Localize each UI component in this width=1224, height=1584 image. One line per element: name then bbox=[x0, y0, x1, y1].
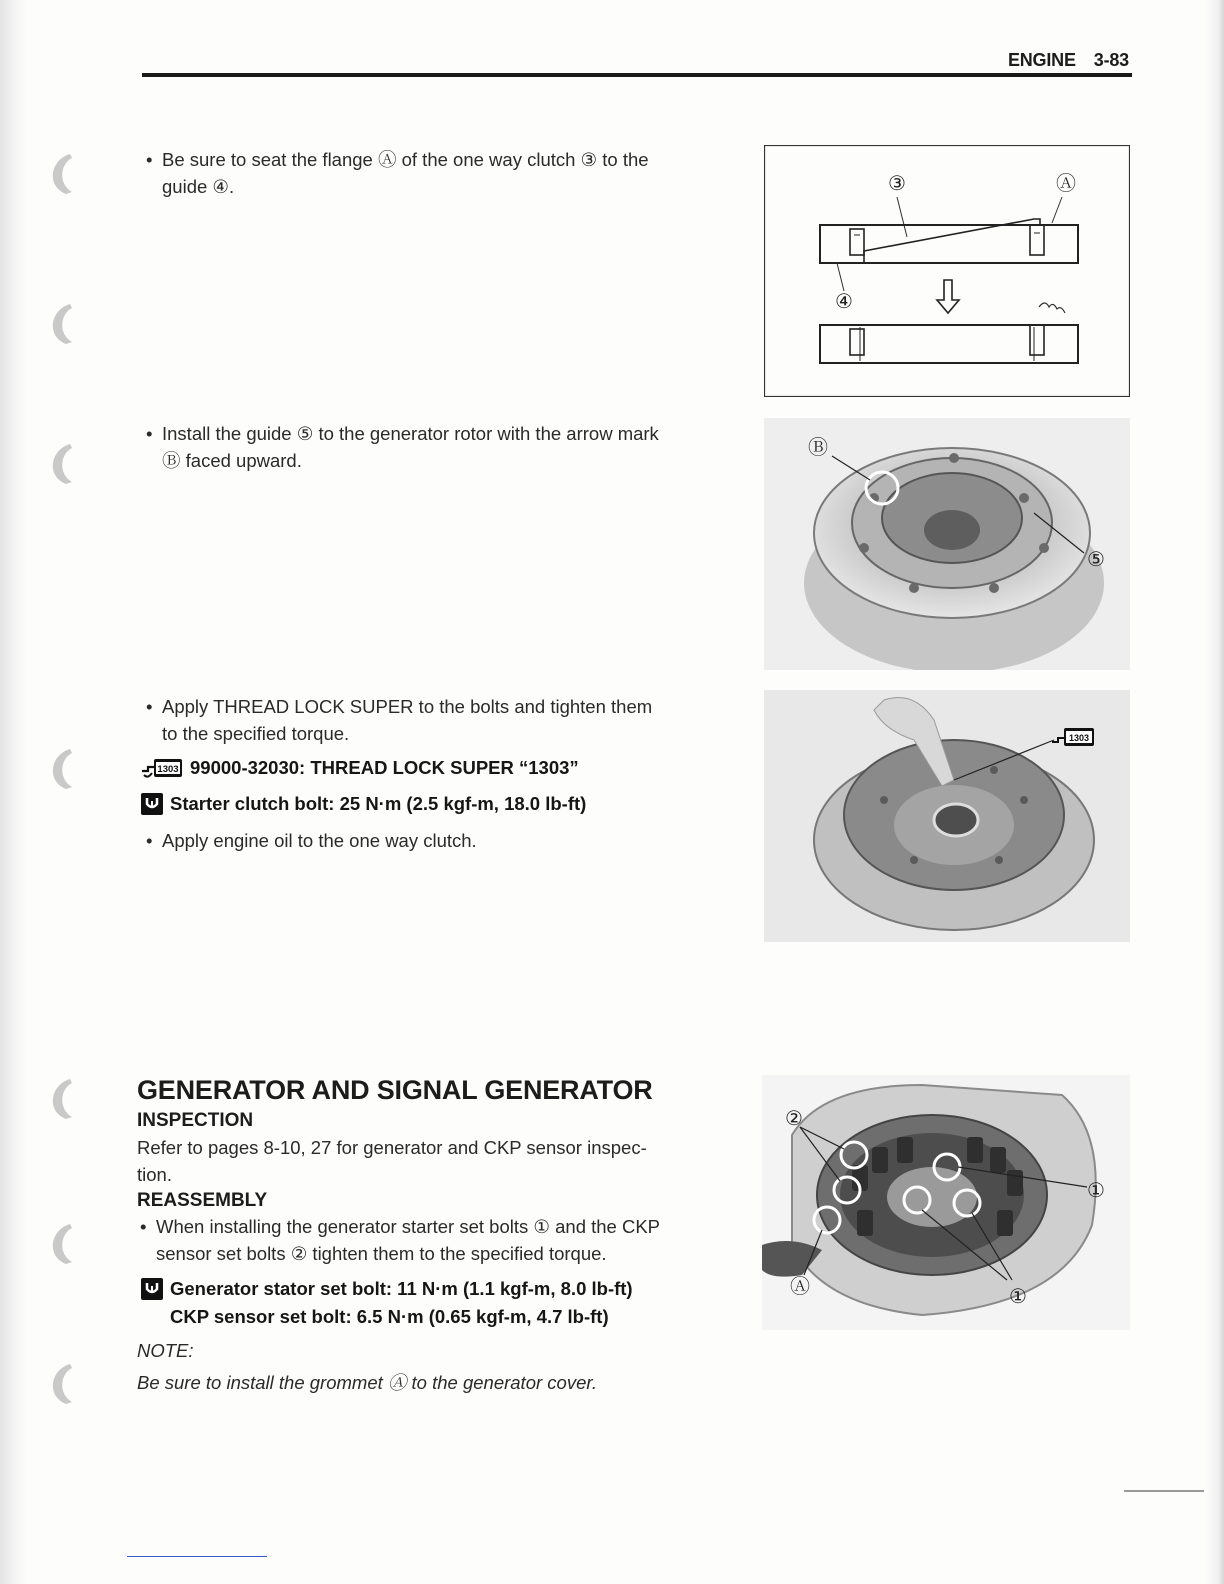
stator-torque bbox=[140, 1277, 633, 1301]
label-mark-B: Ⓑ bbox=[808, 435, 828, 459]
inspection-heading: INSPECTION bbox=[137, 1110, 254, 1131]
stator-torque-text: Generator stator set bolt: 11 N·m (1.1 kgf-m, 8.0 lb-ft) bbox=[170, 1278, 633, 1299]
page-header bbox=[990, 50, 1129, 71]
footer-line bbox=[127, 1556, 267, 1557]
reassembly-step bbox=[140, 1213, 740, 1267]
label-clutch-3: ③ bbox=[888, 171, 906, 195]
header-section: ENGINE bbox=[1007, 50, 1076, 70]
ckp-torque bbox=[170, 1306, 609, 1328]
starter-clutch-torque bbox=[140, 792, 586, 816]
rotor-thread-lock-photo bbox=[764, 690, 1130, 942]
binder-hole-icon bbox=[40, 1075, 74, 1121]
section-title: GENERATOR AND SIGNAL GENERATOR bbox=[137, 1075, 653, 1105]
note-label: NOTE: bbox=[137, 1340, 194, 1361]
label-starter-bolt-1-lower: ① bbox=[1009, 1284, 1027, 1308]
label-ckp-bolt-2: ② bbox=[785, 1106, 803, 1130]
step-install-guide-line2: Ⓑ faced upward. bbox=[162, 450, 302, 471]
label-guide-4: ④ bbox=[835, 289, 853, 313]
page-corner-mark bbox=[1124, 1490, 1204, 1492]
binder-edge bbox=[0, 0, 28, 1584]
generator-stator-photo bbox=[762, 1075, 1130, 1330]
binder-hole-icon bbox=[40, 440, 74, 486]
label-grommet-A: Ⓐ bbox=[790, 1274, 810, 1298]
thread-lock-icon bbox=[140, 757, 184, 779]
step-thread-lock bbox=[146, 693, 736, 747]
header-page-number: 3-83 bbox=[1093, 50, 1129, 70]
one-way-clutch-diagram bbox=[764, 145, 1130, 397]
thread-lock-spec-text: 99000-32030: THREAD LOCK SUPER “1303” bbox=[190, 757, 579, 778]
note-text: Be sure to install the grommet Ⓐ to the generator cover. bbox=[137, 1372, 597, 1393]
page-right-edge bbox=[1206, 0, 1224, 1584]
step-apply-oil-text: • Apply engine oil to the one way clutch. bbox=[146, 827, 736, 854]
binder-hole-icon bbox=[40, 745, 74, 791]
thread-lock-mini-code: 1303 bbox=[1068, 733, 1090, 743]
binder-hole-icon bbox=[40, 150, 74, 196]
step-thread-lock-line1: • Apply THREAD LOCK SUPER to the bolts and tighten them bbox=[146, 693, 736, 720]
torque-wrench-icon bbox=[140, 1277, 164, 1301]
ckp-torque-text: CKP sensor set bolt: 6.5 N·m (0.65 kgf-m, 4.7 lb-ft) bbox=[170, 1306, 609, 1327]
thread-lock-code: 1303 bbox=[157, 764, 179, 775]
inspection-text-line2: tion. bbox=[137, 1164, 172, 1185]
inspection-text bbox=[137, 1134, 737, 1188]
label-guide-5: ⑤ bbox=[1087, 547, 1105, 571]
binder-hole-icon bbox=[40, 300, 74, 346]
step-install-guide-line1: • Install the guide ⑤ to the generator rotor with the arrow mark bbox=[146, 420, 736, 447]
label-flange-A: Ⓐ bbox=[1056, 171, 1076, 195]
reassembly-heading: REASSEMBLY bbox=[137, 1190, 268, 1211]
step-seat-flange-line2: guide ④. bbox=[162, 176, 235, 197]
generator-rotor-photo bbox=[764, 418, 1130, 670]
torque-wrench-icon bbox=[140, 792, 164, 816]
inspection-text-line1: Refer to pages 8-10, 27 for generator and CKP sensor inspec- bbox=[137, 1137, 647, 1158]
step-seat-flange-line1: • Be sure to seat the flange Ⓐ of the one way clutch ③ to the bbox=[146, 146, 736, 173]
reassembly-line2: sensor set bolts ② tighten them to the specified torque. bbox=[156, 1243, 607, 1264]
header-rule bbox=[142, 73, 1132, 77]
thread-lock-spec bbox=[140, 757, 579, 779]
starter-clutch-torque-text: Starter clutch bolt: 25 N·m (2.5 kgf-m, 18.0 lb-ft) bbox=[170, 793, 587, 814]
step-thread-lock-line2: to the specified torque. bbox=[162, 723, 350, 744]
step-apply-oil bbox=[146, 827, 736, 854]
label-starter-bolt-1-upper: ① bbox=[1087, 1178, 1105, 1202]
reassembly-line1: • When installing the generator starter set bolts ① and the CKP bbox=[140, 1213, 740, 1240]
binder-hole-icon bbox=[40, 1220, 74, 1266]
step-seat-flange bbox=[146, 146, 736, 200]
binder-hole-icon bbox=[40, 1360, 74, 1406]
step-install-guide bbox=[146, 420, 736, 474]
